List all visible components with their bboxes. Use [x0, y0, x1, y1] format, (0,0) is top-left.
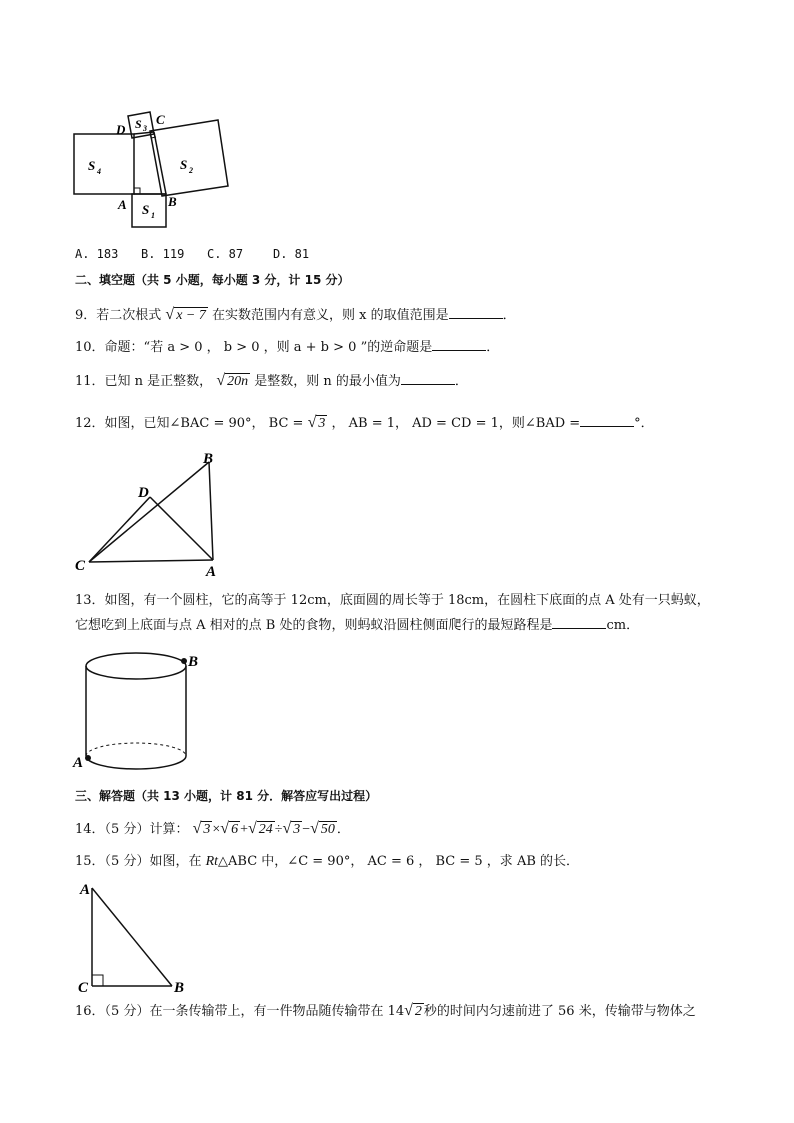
choice-c[interactable]: C. 87	[207, 247, 244, 261]
q14-radical-5: √ 50	[310, 820, 335, 837]
q12-radicand: 3	[318, 416, 326, 431]
question-11	[75, 372, 468, 391]
q16-text: 16．（5 分）在一条传输带上，有一件物品随传输带在 14	[75, 1004, 405, 1019]
q15-rt: Rt	[205, 854, 219, 869]
times-sign: ×	[212, 822, 221, 837]
section-3-heading: 三、解答题（共 13 小题，计 81 分．解答应写出过程）	[75, 789, 378, 803]
square-s4	[74, 134, 134, 194]
q14-radical-3: √ 24	[247, 820, 273, 837]
q13-unit: cm．	[606, 618, 640, 633]
q9-end: ．	[502, 308, 516, 323]
cylinder-figure	[70, 648, 205, 773]
divide-sign: ÷	[274, 822, 283, 837]
q14-r3: 24	[258, 822, 273, 837]
q9-answer-blank[interactable]	[449, 306, 503, 319]
label-s2: S	[180, 157, 188, 172]
q11-end: ．	[454, 374, 468, 389]
q8-choices	[75, 247, 339, 261]
q13-text: 它想吃到上底面与点 A 相对的点 B 处的食物，则蚂蚁沿圆柱侧面爬行的最短路程是	[75, 618, 553, 633]
label-d: D	[138, 485, 149, 501]
q12-answer-blank[interactable]	[580, 414, 634, 427]
q14-radical-1: √ 3	[192, 820, 211, 837]
label-c: C	[78, 980, 89, 996]
choice-a[interactable]: A. 183	[75, 247, 119, 261]
q10-end: ．	[486, 340, 500, 355]
q14-radical-2: √ 6	[220, 820, 239, 837]
q14-r2: 6	[231, 822, 239, 837]
point-b	[181, 658, 187, 664]
q14-r5: 50	[320, 822, 335, 837]
squares-figure	[70, 104, 235, 234]
q14-radical-4: √ 3	[282, 820, 301, 837]
label-d: D	[116, 122, 126, 137]
question-9	[75, 306, 516, 325]
q11-answer-blank[interactable]	[401, 372, 455, 385]
label-b: B	[174, 980, 185, 996]
q9-text: 9．若二次根式	[75, 308, 162, 323]
label-a: A	[206, 564, 217, 580]
choice-b[interactable]: B. 119	[141, 247, 185, 261]
q13-answer-blank[interactable]	[552, 616, 606, 629]
question-12	[75, 414, 654, 433]
q12-radical: √ 3	[307, 414, 326, 431]
label-s4: S	[88, 158, 96, 173]
section-2-heading: 二、填空题（共 5 小题，每小题 3 分，计 15 分）	[75, 273, 350, 287]
label-c: C	[75, 558, 86, 574]
label-s2-sub: 2	[189, 166, 193, 175]
q12-text: 12．如图，已知∠BAC = 90°， BC =	[75, 416, 304, 431]
label-s3: S	[135, 117, 142, 131]
q10-text: 10．命题：“若 a > 0 ， b > 0 ，则 a + b > 0 ”的逆命题是	[75, 340, 433, 355]
q16-radicand: 2	[414, 1004, 422, 1019]
label-s4-sub: 4	[97, 167, 101, 176]
q16-radical: √ 2	[404, 1002, 422, 1019]
q9-radicand: x − 7	[176, 308, 206, 323]
triangle-figure	[72, 450, 222, 580]
minus-sign: −	[302, 822, 311, 837]
q11-text: 11．已知 n 是正整数，	[75, 374, 213, 389]
label-c: C	[156, 112, 165, 127]
q14-end: ．	[336, 822, 350, 837]
q15-text-2: △ABC 中，∠C = 90°， AC = 6 ， BC = 5 ，求 AB 的长．	[218, 854, 580, 869]
label-b: B	[203, 451, 214, 467]
right-triangle-figure	[72, 876, 192, 996]
q10-answer-blank[interactable]	[432, 338, 486, 351]
q11-radical: √ 20n	[216, 372, 249, 389]
question-13-line-2	[75, 616, 639, 635]
point-a	[85, 755, 91, 761]
q11-text-2: 是整数，则 n 的最小值为	[254, 374, 401, 389]
question-14	[75, 820, 350, 839]
q15-text: 15．（5 分）如图，在	[75, 854, 202, 869]
q9-text-2: 在实数范围内有意义，则 x 的取值范围是	[212, 308, 449, 323]
question-15	[75, 853, 579, 871]
label-b: B	[168, 194, 177, 209]
square-s2	[150, 120, 228, 196]
label-a: A	[73, 755, 84, 771]
q14-r1: 3	[203, 822, 211, 837]
question-10	[75, 338, 499, 357]
q12-text-2: ， AB = 1， AD = CD = 1，则∠BAD =	[331, 416, 581, 431]
label-a: A	[118, 197, 127, 212]
plus-sign: +	[240, 822, 248, 837]
q16-text-2: 秒的时间内匀速前进了 56 米，传输带与物体之	[423, 1004, 696, 1019]
q9-radical: √ x − 7	[165, 306, 206, 323]
q11-radicand: 20n	[227, 374, 249, 389]
q14-r4: 3	[293, 822, 301, 837]
label-s3-sub: 3	[143, 124, 147, 133]
label-s1-sub: 1	[151, 211, 155, 220]
label-b: B	[188, 654, 199, 670]
question-16	[75, 1002, 696, 1021]
label-s1: S	[142, 202, 150, 217]
question-13-line-1: 13．如图，有一个圆柱，它的高等于 12cm，底面圆的周长等于 18cm，在圆柱下底面的点 A 处有一只蚂蚁，	[75, 593, 710, 608]
q14-text: 14．（5 分）计算：	[75, 822, 189, 837]
q12-end: °．	[634, 416, 654, 431]
label-a: A	[80, 882, 91, 898]
choice-d[interactable]: D. 81	[273, 247, 310, 261]
